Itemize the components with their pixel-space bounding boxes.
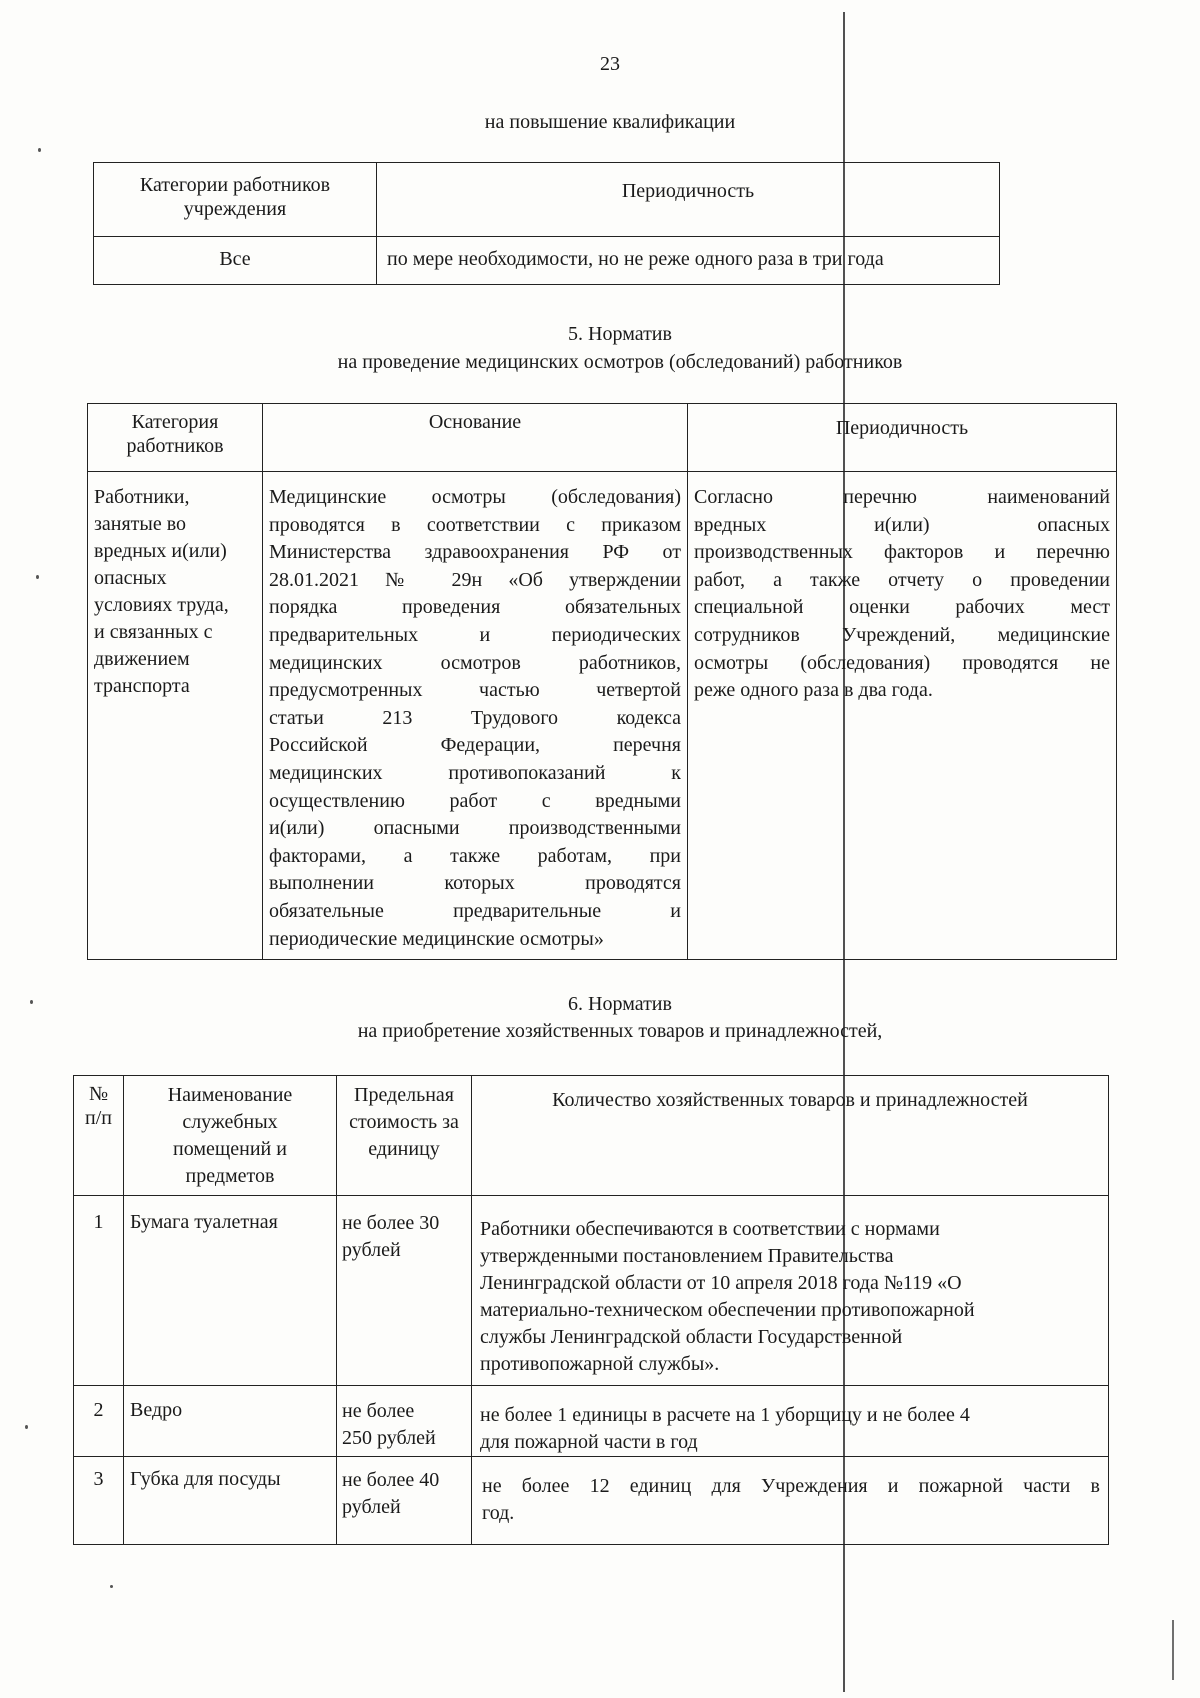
text-line: статьи 213 Трудового кодекса	[269, 706, 681, 729]
section6-subtitle: на приобретение хозяйственных товаров и принадлежностей,	[357, 1020, 883, 1042]
text-line: периодические медицинские осмотры»	[269, 927, 604, 950]
table-row	[94, 237, 1000, 285]
row-name	[124, 1457, 337, 1545]
table-row	[88, 472, 1117, 960]
row-price	[337, 1386, 472, 1457]
text-line: Медицинские осмотры (обследования)	[269, 486, 681, 508]
row-name	[124, 1386, 337, 1457]
row-num	[74, 1457, 124, 1545]
row-num	[74, 1196, 124, 1386]
text-line: движением	[94, 648, 190, 670]
text-line: занятые во	[94, 513, 187, 535]
text-line: транспорта	[94, 675, 190, 697]
text-line: проводятся в соответствии с приказом	[269, 513, 681, 536]
text-line: Согласно перечню наименований	[694, 486, 1110, 508]
row-num	[74, 1386, 124, 1457]
page-number: 23	[600, 53, 620, 75]
table-header-row	[88, 404, 1117, 472]
row-qty	[472, 1196, 1109, 1386]
text-line: осуществлению работ с вредными	[269, 789, 681, 812]
header-num-label: № п/п	[85, 1083, 112, 1129]
qty-line: не более 1 единицы в расчете на 1 уборщицу и не более 4	[480, 1404, 970, 1426]
header-worker-category	[88, 404, 263, 472]
text-line: факторами, а также работам, при	[269, 844, 681, 867]
row-price	[337, 1457, 472, 1545]
text-line: осмотры (обследования) проводятся не	[694, 651, 1110, 674]
row-name	[124, 1196, 337, 1386]
text-line: и связанных с	[94, 621, 213, 643]
text-line: медицинских противопоказаний к	[269, 761, 681, 784]
text-line: условиях труда,	[94, 594, 229, 616]
medical-exam-table	[87, 403, 1117, 960]
scan-speck	[38, 148, 41, 152]
header-num	[74, 1076, 124, 1196]
basis-text	[269, 484, 681, 953]
text-line: реже одного раза в два года.	[694, 679, 933, 702]
price-line: не более 40	[342, 1469, 440, 1491]
header-periodicity	[688, 404, 1117, 472]
header-price	[337, 1076, 472, 1196]
qty-line: противопожарной службы».	[480, 1353, 720, 1375]
text-line: сотрудников Учреждений, медицинские	[694, 623, 1110, 646]
row-name-value: Бумага туалетная	[130, 1211, 278, 1233]
row-price	[337, 1196, 472, 1386]
text-line: Работники,	[94, 486, 190, 508]
header-qty-label: Количество хозяйственных товаров и принадлежностей	[552, 1089, 1028, 1111]
text-line: порядка проведения обязательных	[269, 596, 681, 619]
text-line: работ, а также отчету о проведении	[694, 568, 1110, 591]
text-line: предусмотренных частью четвертой	[269, 679, 681, 702]
text-line: производственных факторов и перечню	[694, 541, 1110, 564]
periodicity-text	[694, 484, 1110, 705]
household-goods-table	[73, 1075, 1109, 1545]
row-num-value: 2	[93, 1399, 104, 1421]
row-num-value: 3	[93, 1468, 104, 1490]
qualification-table	[93, 162, 1000, 285]
header-qty	[472, 1076, 1109, 1196]
header-name	[124, 1076, 337, 1196]
header-category	[94, 163, 377, 237]
scan-speck	[25, 1425, 28, 1429]
workers-text	[94, 484, 258, 700]
header-category-label: Категории работников учреждения	[139, 174, 331, 220]
row-periodicity-value: по мере необходимости, но не реже одного раза в три года	[387, 248, 884, 270]
qty-line: утвержденными постановлением Правительства	[480, 1245, 894, 1267]
header-periodicity-label: Периодичность	[835, 417, 969, 439]
cell-periodicity	[688, 472, 1117, 960]
text-line: 28.01.2021 № 29н «Об утверждении	[269, 568, 681, 591]
text-line: Российской Федерации, перечня	[269, 734, 681, 757]
header-worker-category-label: Категория работников	[126, 411, 224, 457]
qty-line: Ленинградской области от 10 апреля 2018 года №119 «О	[480, 1272, 962, 1294]
scan-speck	[30, 1000, 33, 1004]
price-line: не более 30	[342, 1212, 440, 1234]
qty-line: службы Ленинградской области Государственной	[480, 1326, 903, 1348]
text-line: выполнении которых проводятся	[269, 872, 681, 895]
qty-line: не более 12 единиц для Учреждения и пожарной части в	[482, 1475, 1100, 1497]
table-row	[74, 1457, 1109, 1545]
row-category-value: Все	[219, 248, 251, 270]
table-header-row	[74, 1076, 1109, 1196]
price-line: рублей	[342, 1496, 401, 1518]
cell-basis	[263, 472, 688, 960]
text-line: и(или) опасными производственными	[269, 817, 681, 840]
header-periodicity-label: Периодичность	[621, 180, 755, 202]
text-line: предварительных и периодических	[269, 623, 681, 646]
text-line: вредных и(или) опасных	[694, 513, 1110, 536]
qty-line: Работники обеспечиваются в соответствии с нормами	[480, 1218, 940, 1240]
qty-line: для пожарной части в год	[480, 1431, 698, 1453]
section4-subtitle: на повышение квалификации	[484, 111, 736, 133]
cell-workers	[88, 472, 263, 960]
row-qty	[472, 1386, 1109, 1457]
header-price-label: Предельная стоимость за единицу	[349, 1084, 459, 1160]
row-qty	[472, 1457, 1109, 1545]
qty-line: материально-техническом обеспечении противопожарной	[480, 1299, 975, 1321]
table-row	[74, 1196, 1109, 1386]
text-line: Министерства здравоохранения РФ от	[269, 541, 681, 564]
row-num-value: 1	[93, 1211, 104, 1233]
table-header-row	[94, 163, 1000, 237]
scan-artifact-line-edge	[1172, 1620, 1174, 1680]
price-line: рублей	[342, 1239, 401, 1261]
row-periodicity	[377, 237, 1000, 285]
header-basis-label: Основание	[428, 411, 522, 433]
text-line: специальной оценки рабочих мест	[694, 596, 1110, 619]
text-line: опасных	[94, 567, 167, 589]
text-line: вредных и(или)	[94, 540, 227, 562]
section5-title: 5. Норматив	[568, 323, 672, 345]
section5-subtitle: на проведение медицинских осмотров (обследований) работников	[337, 351, 903, 373]
scan-speck	[110, 1585, 113, 1588]
row-category	[94, 237, 377, 285]
row-name-value: Ведро	[130, 1399, 183, 1421]
text-line: обязательные предварительные и	[269, 899, 681, 922]
price-line: 250 рублей	[342, 1427, 436, 1449]
row-name-value: Губка для посуды	[130, 1468, 281, 1490]
qty-line: год.	[482, 1502, 515, 1524]
section6-title: 6. Норматив	[568, 993, 672, 1015]
text-line: медицинских осмотров работников,	[269, 651, 681, 674]
header-periodicity	[377, 163, 1000, 237]
price-line: не более	[342, 1400, 415, 1422]
scan-speck	[36, 575, 39, 579]
header-basis	[263, 404, 688, 472]
header-name-label: Наименование служебных помещений и предметов	[167, 1084, 293, 1187]
table-row	[74, 1386, 1109, 1457]
